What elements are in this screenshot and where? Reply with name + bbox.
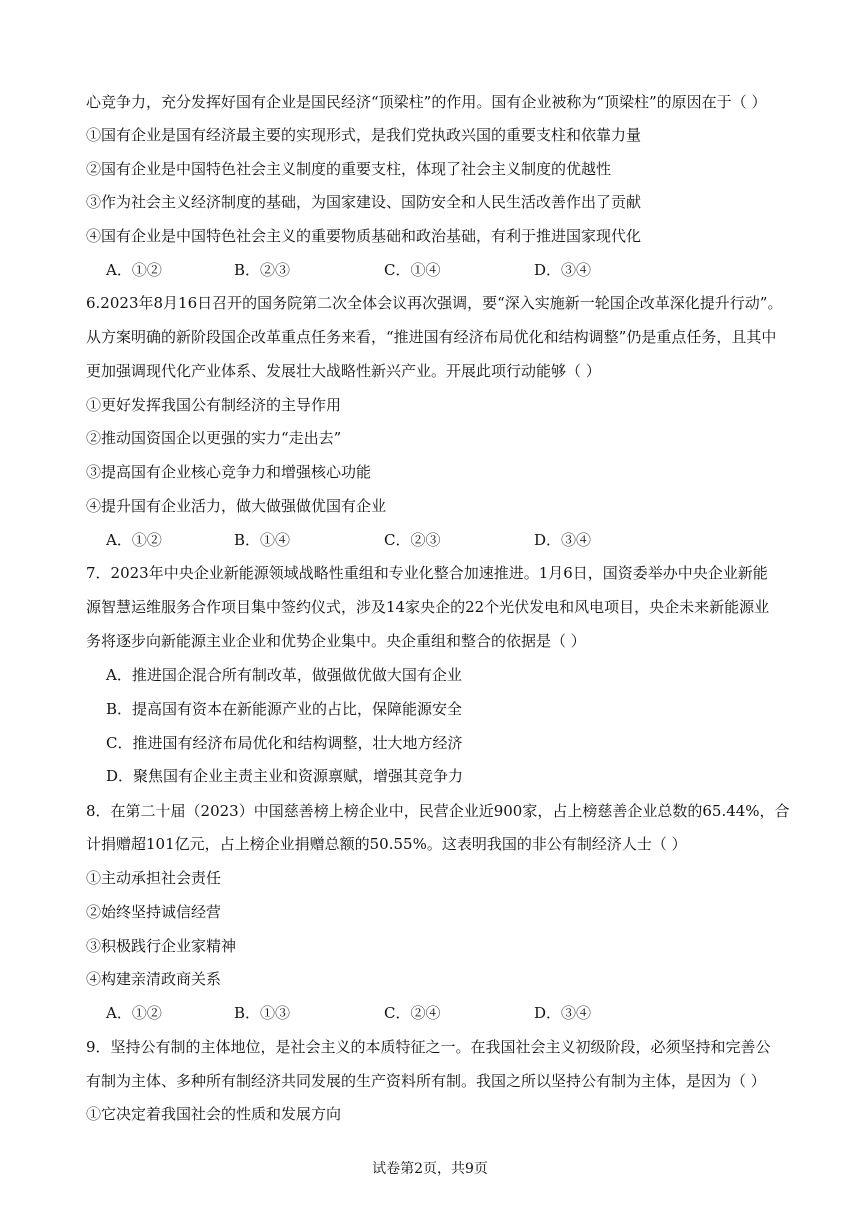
q6-item-3: ③提高国有企业核心竞争力和增强核心功能 xyxy=(86,463,372,481)
q8-stem-line-1: 8．在第二十届（2023）中国慈善榜上榜企业中，民营企业近900家，占上榜慈善企业总数的65.44%，合 xyxy=(86,802,790,820)
q5-option-a[interactable]: A．①② xyxy=(106,261,162,279)
q7-choice-a[interactable]: A．推进国企混合所有制改革，做强做优做大国有企业 xyxy=(106,666,462,684)
q5-stem-continued: 心竞争力，充分发挥好国有企业是国民经济“顶梁柱”的作用。国有企业被称为“顶梁柱”的原因在于（ ） xyxy=(86,93,767,111)
q7-choice-b[interactable]: B．提高国有资本在新能源产业的占比，保障能源安全 xyxy=(106,700,463,718)
q5-item-4: ④国有企业是中国特色社会主义的重要物质基础和政治基础，有利于推进国家现代化 xyxy=(86,227,642,245)
q6-option-d[interactable]: D．③④ xyxy=(534,531,592,549)
q8-stem-line-2: 计捐赠超101亿元，占上榜企业捐赠总额的50.55%。这表明我国的非公有制经济人士（ ） xyxy=(86,835,687,853)
q8-option-b[interactable]: B．①③ xyxy=(234,1004,291,1022)
q8-item-4: ④构建亲清政商关系 xyxy=(86,970,222,988)
q6-item-2: ②推动国资国企以更强的实力“走出去” xyxy=(86,429,342,447)
q9-stem-line-2: 有制为主体、多种所有制经济共同发展的生产资料所有制。我国之所以坚持公有制为主体，是因为（ ） xyxy=(86,1072,766,1090)
q5-item-2: ②国有企业是中国特色社会主义制度的重要支柱，体现了社会主义制度的优越性 xyxy=(86,160,612,178)
q7-choice-d[interactable]: D．聚焦国有企业主责主业和资源禀赋，增强其竞争力 xyxy=(106,767,464,785)
q8-option-d[interactable]: D．③④ xyxy=(534,1004,592,1022)
q8-item-1: ①主动承担社会责任 xyxy=(86,869,222,887)
q5-option-d[interactable]: D．③④ xyxy=(534,261,592,279)
q6-stem-line-2: 从方案明确的新阶段国企改革重点任务来看，“推进国有经济布局优化和结构调整”仍是重点任务，且其中 xyxy=(86,328,777,346)
q5-item-1: ①国有企业是国有经济最主要的实现形式，是我们党执政兴国的重要支柱和依靠力量 xyxy=(86,126,642,144)
q7-stem-line-3: 务将逐步向新能源主业企业和优势企业集中。央企重组和整合的依据是（ ） xyxy=(86,632,586,650)
q8-option-c[interactable]: C．②④ xyxy=(384,1004,441,1022)
page-footer: 试卷第2页，共9页 xyxy=(372,1161,488,1177)
q6-option-c[interactable]: C．②③ xyxy=(384,531,441,549)
q9-item-1: ①它决定着我国社会的性质和发展方向 xyxy=(86,1105,342,1123)
q5-item-3: ③作为社会主义经济制度的基础，为国家建设、国防安全和人民生活改善作出了贡献 xyxy=(86,193,642,211)
q6-item-4: ④提升国有企业活力，做大做强做优国有企业 xyxy=(86,497,387,515)
q6-stem-line-1: 6.2023年8月16日召开的国务院第二次全体会议再次强调，要“深入实施新一轮国企改革深化提升行动”。 xyxy=(86,294,783,312)
q8-option-a[interactable]: A．①② xyxy=(106,1004,162,1022)
q6-option-b[interactable]: B．①④ xyxy=(234,531,291,549)
q7-choice-c[interactable]: C．推进国有经济布局优化和结构调整，壮大地方经济 xyxy=(106,734,463,752)
q6-stem-line-3: 更加强调现代化产业体系、发展壮大战略性新兴产业。开展此项行动能够（ ） xyxy=(86,362,601,380)
q9-stem-line-1: 9．坚持公有制的主体地位，是社会主义的本质特征之一。在我国社会主义初级阶段，必须坚持和完善公 xyxy=(86,1038,771,1056)
q7-stem-line-1: 7．2023年中央企业新能源领域战略性重组和专业化整合加速推进。1月6日，国资委举办中央企业新能 xyxy=(86,564,768,582)
q7-stem-line-2: 源智慧运维服务合作项目集中签约仪式，涉及14家央企的22个光伏发电和风电项目，央企未来新能源业 xyxy=(86,598,770,616)
q6-option-a[interactable]: A．①② xyxy=(106,531,162,549)
q5-option-b[interactable]: B．②③ xyxy=(234,261,291,279)
q8-item-3: ③积极践行企业家精神 xyxy=(86,937,237,955)
q6-item-1: ①更好发挥我国公有制经济的主导作用 xyxy=(86,396,342,414)
q8-item-2: ②始终坚持诚信经营 xyxy=(86,903,222,921)
q5-option-c[interactable]: C．①④ xyxy=(384,261,441,279)
